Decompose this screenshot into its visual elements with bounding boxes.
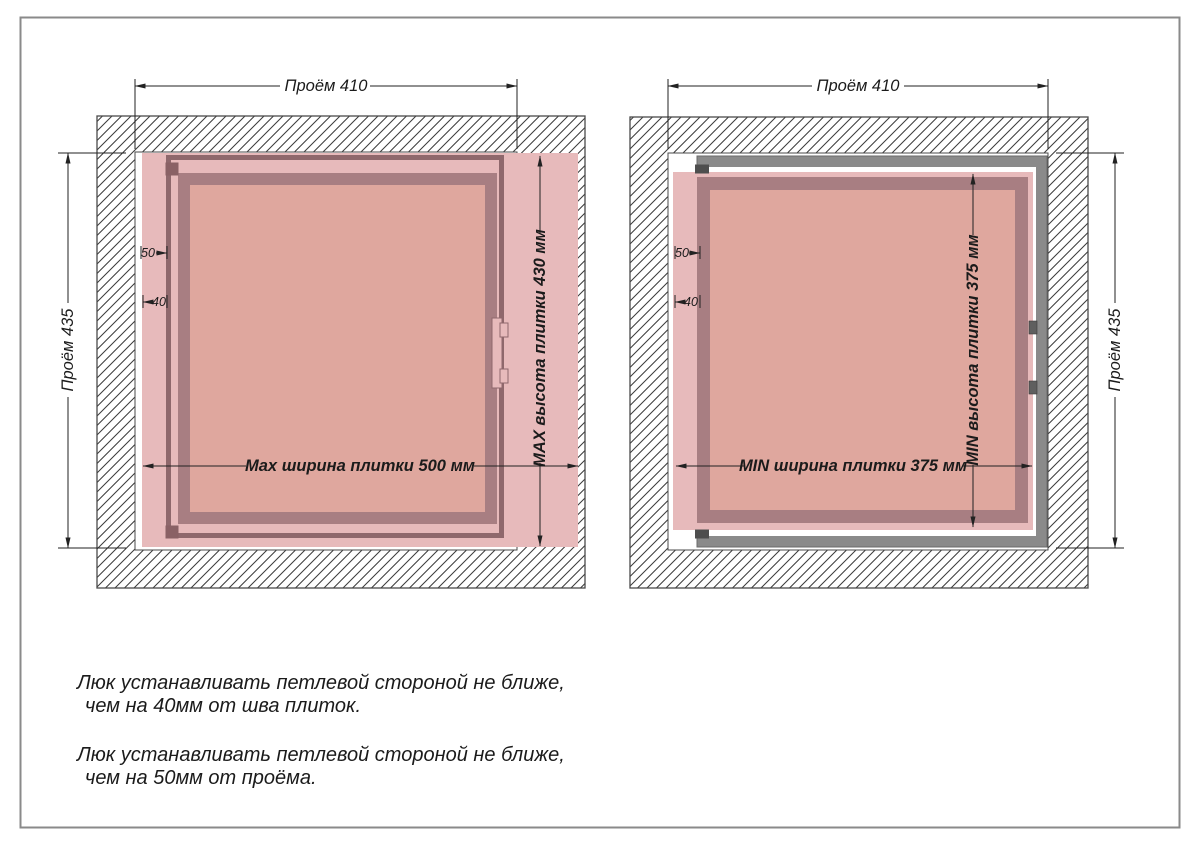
- dim-offset-40-left: 40: [152, 295, 166, 309]
- dim-offset-50-left: 50: [141, 246, 155, 260]
- note-2-line-2: чем на 50мм от проёма.: [85, 767, 317, 789]
- dim-opening-width-right: Проём 410: [816, 77, 900, 95]
- dim-offset-50-right: 50: [675, 246, 689, 260]
- dim-tile-height-max: MAX высота плитки 430 мм: [531, 229, 549, 467]
- dim-offset-40-right: 40: [684, 295, 698, 309]
- note-1-line-2: чем на 40мм от шва плиток.: [85, 695, 362, 717]
- hinge-top-icon: [166, 163, 179, 176]
- left-diagram-max-tile: [58, 77, 585, 588]
- hinge-bottom-icon: [166, 526, 179, 539]
- note-2-line-1: Люк устанавливать петлевой стороной не ближе,: [77, 744, 565, 766]
- hinge-top-icon: [695, 165, 709, 174]
- dim-tile-width-min: MIN ширина плитки 375 мм: [738, 457, 968, 475]
- dim-opening-width-left: Проём 410: [284, 77, 368, 95]
- dim-tile-width-max: Max ширина плитки 500 мм: [245, 457, 475, 475]
- right-diagram-min-tile: [630, 77, 1124, 588]
- note-1-line-1: Люк устанавливать петлевой стороной не ближе,: [77, 672, 565, 694]
- dim-opening-height-left: Проём 435: [59, 308, 77, 392]
- dim-opening-height-right: Проём 435: [1106, 308, 1124, 392]
- installation-notes: [75, 672, 565, 789]
- hinge-bottom-icon: [695, 530, 709, 539]
- dim-tile-height-min: MIN высота плитки 375 мм: [964, 234, 982, 466]
